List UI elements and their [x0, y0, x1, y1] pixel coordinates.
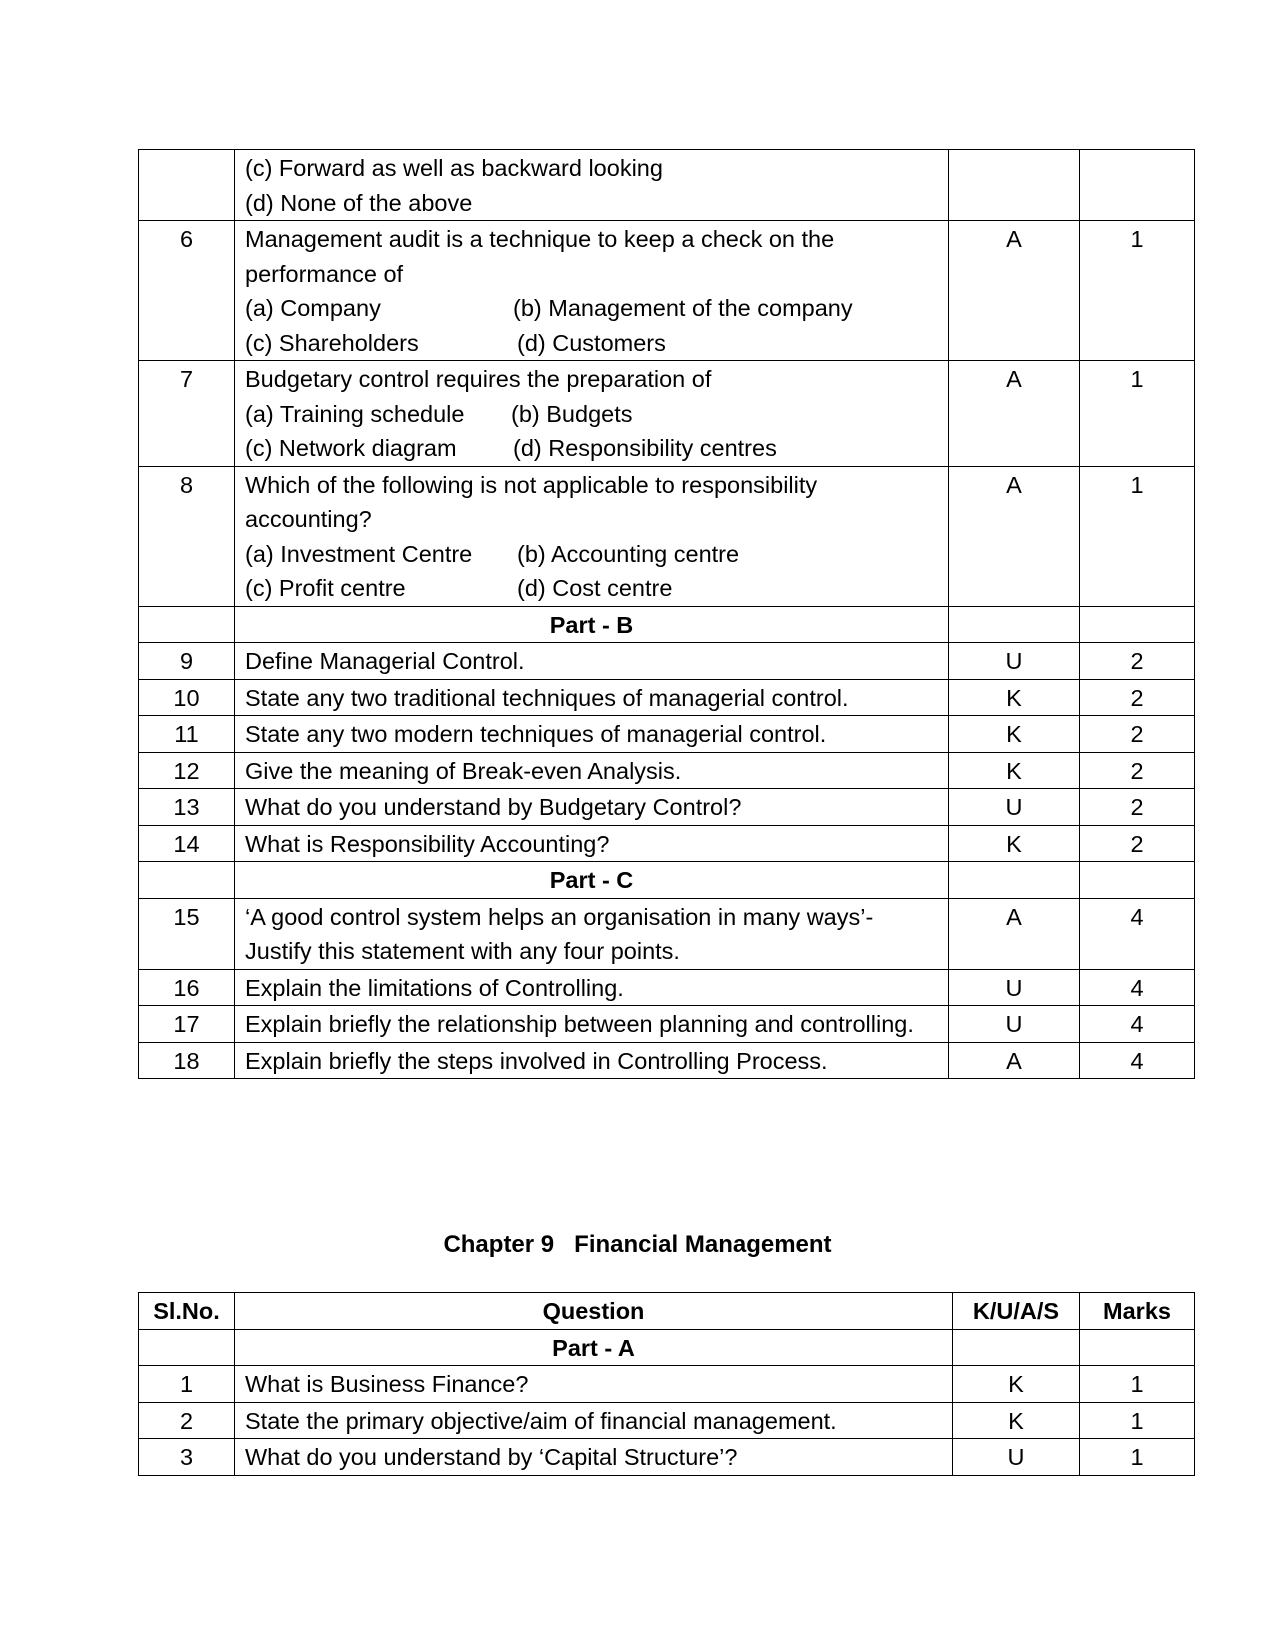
question-cell — [235, 466, 949, 606]
header-marks: Marks — [1080, 1293, 1195, 1330]
option-c: (c) Network diagram — [245, 435, 457, 461]
question-cell — [235, 221, 949, 361]
option-d: (d) Responsibility centres — [513, 435, 777, 461]
question-text: State any two modern techniques of managerial control. — [235, 716, 949, 753]
question-cell — [235, 361, 949, 467]
table-row — [139, 1042, 1195, 1079]
marks-cell: 4 — [1080, 898, 1195, 969]
kuas-cell: U — [949, 1006, 1080, 1043]
kuas-cell: U — [949, 643, 1080, 680]
serial-number: 3 — [139, 1439, 235, 1476]
question-text: State any two traditional techniques of managerial control. — [235, 679, 949, 716]
option-b: (b) Budgets — [511, 400, 633, 427]
kuas-cell: A — [949, 898, 1080, 969]
kuas-cell: K — [953, 1402, 1080, 1439]
kuas-cell: U — [949, 789, 1080, 826]
serial-number: 10 — [139, 679, 235, 716]
question-text: ‘A good control system helps an organisation in many ways’-Justify this statement with any four points. — [235, 898, 949, 969]
marks-cell: 2 — [1080, 643, 1195, 680]
option-row — [245, 431, 938, 466]
question-text: What do you understand by ‘Capital Structure’? — [235, 1439, 953, 1476]
marks-cell: 2 — [1080, 789, 1195, 826]
table-row — [139, 466, 1195, 606]
marks-cell: 1 — [1080, 221, 1195, 361]
question-text: Define Managerial Control. — [235, 643, 949, 680]
kuas-cell: A — [949, 466, 1080, 606]
option-row — [245, 397, 938, 432]
kuas-cell: K — [953, 1366, 1080, 1403]
question-text: Explain briefly the relationship between planning and controlling. — [235, 1006, 949, 1043]
marks-cell: 1 — [1080, 466, 1195, 606]
option-b: (b) Accounting centre — [517, 540, 740, 567]
option-row — [245, 326, 938, 361]
header-question: Question — [235, 1293, 953, 1330]
question-cell — [235, 150, 949, 221]
marks-cell: 2 — [1080, 752, 1195, 789]
kuas-cell: U — [949, 969, 1080, 1006]
marks-cell: 1 — [1080, 1402, 1195, 1439]
table-row — [139, 752, 1195, 789]
chapter-number: Chapter 9 — [443, 1231, 555, 1258]
question-text: What is Business Finance? — [235, 1366, 953, 1403]
marks-cell: 1 — [1080, 1366, 1195, 1403]
marks-cell: 4 — [1080, 1042, 1195, 1079]
marks-cell: 2 — [1080, 716, 1195, 753]
option-d: (d) Customers — [517, 329, 666, 356]
marks-cell: 1 — [1080, 1439, 1195, 1476]
serial-number: 11 — [139, 716, 235, 753]
table-row — [139, 1006, 1195, 1043]
table-row — [139, 825, 1195, 862]
serial-number — [139, 150, 235, 221]
question-table-financial-management — [138, 1292, 1195, 1476]
serial-number: 6 — [139, 221, 235, 361]
option-c: (c) Profit centre — [245, 575, 406, 601]
kuas-cell: K — [949, 716, 1080, 753]
table-row — [139, 898, 1195, 969]
option-row — [245, 571, 938, 606]
kuas-cell: K — [949, 752, 1080, 789]
option-a: (a) Training schedule — [245, 400, 465, 427]
kuas-cell: U — [953, 1439, 1080, 1476]
table-row — [139, 643, 1195, 680]
serial-number: 7 — [139, 361, 235, 467]
kuas-cell — [949, 150, 1080, 221]
serial-number: 17 — [139, 1006, 235, 1043]
option-d: (d) Cost centre — [517, 575, 673, 601]
question-text: State the primary objective/aim of financial management. — [235, 1402, 953, 1439]
marks-cell — [1080, 150, 1195, 221]
question-text: Give the meaning of Break-even Analysis. — [235, 752, 949, 789]
question-text: Explain the limitations of Controlling. — [235, 969, 949, 1006]
question-text: What is Responsibility Accounting? — [235, 825, 949, 862]
serial-number: 15 — [139, 898, 235, 969]
kuas-cell: A — [949, 361, 1080, 467]
table-row — [139, 1439, 1195, 1476]
question-table-controlling — [138, 149, 1195, 1079]
serial-number: 14 — [139, 825, 235, 862]
option-row — [245, 291, 938, 326]
kuas-cell: K — [949, 679, 1080, 716]
serial-number: 1 — [139, 1366, 235, 1403]
table-row — [139, 150, 1195, 221]
table-row — [139, 969, 1195, 1006]
table-row — [139, 1402, 1195, 1439]
chapter-title: Financial Management — [574, 1231, 832, 1258]
table-row — [139, 789, 1195, 826]
question-text: Which of the following is not applicable to responsibility accounting? — [245, 471, 818, 532]
question-text: What do you understand by Budgetary Control? — [235, 789, 949, 826]
serial-number: 18 — [139, 1042, 235, 1079]
table-row — [139, 1366, 1195, 1403]
serial-number: 12 — [139, 752, 235, 789]
header-sl-no: Sl.No. — [139, 1293, 235, 1330]
marks-cell: 2 — [1080, 825, 1195, 862]
table-row — [139, 716, 1195, 753]
table-header-row — [139, 1293, 1195, 1330]
part-a-heading: Part - A — [235, 1329, 953, 1366]
kuas-cell: K — [949, 825, 1080, 862]
option-a: (a) Investment Centre — [245, 540, 473, 567]
table-row — [139, 361, 1195, 467]
header-kuas: K/U/A/S — [953, 1293, 1080, 1330]
part-header-row — [139, 606, 1195, 643]
table-row — [139, 221, 1195, 361]
serial-number: 13 — [139, 789, 235, 826]
part-header-row — [139, 862, 1195, 899]
option-line: (c) Forward as well as backward looking — [245, 155, 663, 181]
serial-number: 9 — [139, 643, 235, 680]
marks-cell: 4 — [1080, 969, 1195, 1006]
serial-number: 16 — [139, 969, 235, 1006]
kuas-cell: A — [949, 1042, 1080, 1079]
part-header-row — [139, 1329, 1195, 1366]
part-c-heading: Part - C — [235, 862, 949, 899]
question-text: Explain briefly the steps involved in Controlling Process. — [235, 1042, 949, 1079]
option-b: (b) Management of the company — [513, 295, 853, 321]
chapter-heading — [0, 1228, 1275, 1262]
question-text: Budgetary control requires the preparation of — [245, 366, 712, 392]
part-b-heading: Part - B — [235, 606, 949, 643]
marks-cell: 4 — [1080, 1006, 1195, 1043]
serial-number: 2 — [139, 1402, 235, 1439]
option-a: (a) Company — [245, 295, 381, 321]
question-text: Management audit is a technique to keep a check on the performance of — [245, 226, 835, 287]
kuas-cell: A — [949, 221, 1080, 361]
marks-cell: 2 — [1080, 679, 1195, 716]
marks-cell: 1 — [1080, 361, 1195, 467]
option-c: (c) Shareholders — [245, 329, 419, 356]
table-row — [139, 679, 1195, 716]
option-row — [245, 537, 938, 572]
option-line: (d) None of the above — [245, 189, 473, 216]
serial-number: 8 — [139, 466, 235, 606]
